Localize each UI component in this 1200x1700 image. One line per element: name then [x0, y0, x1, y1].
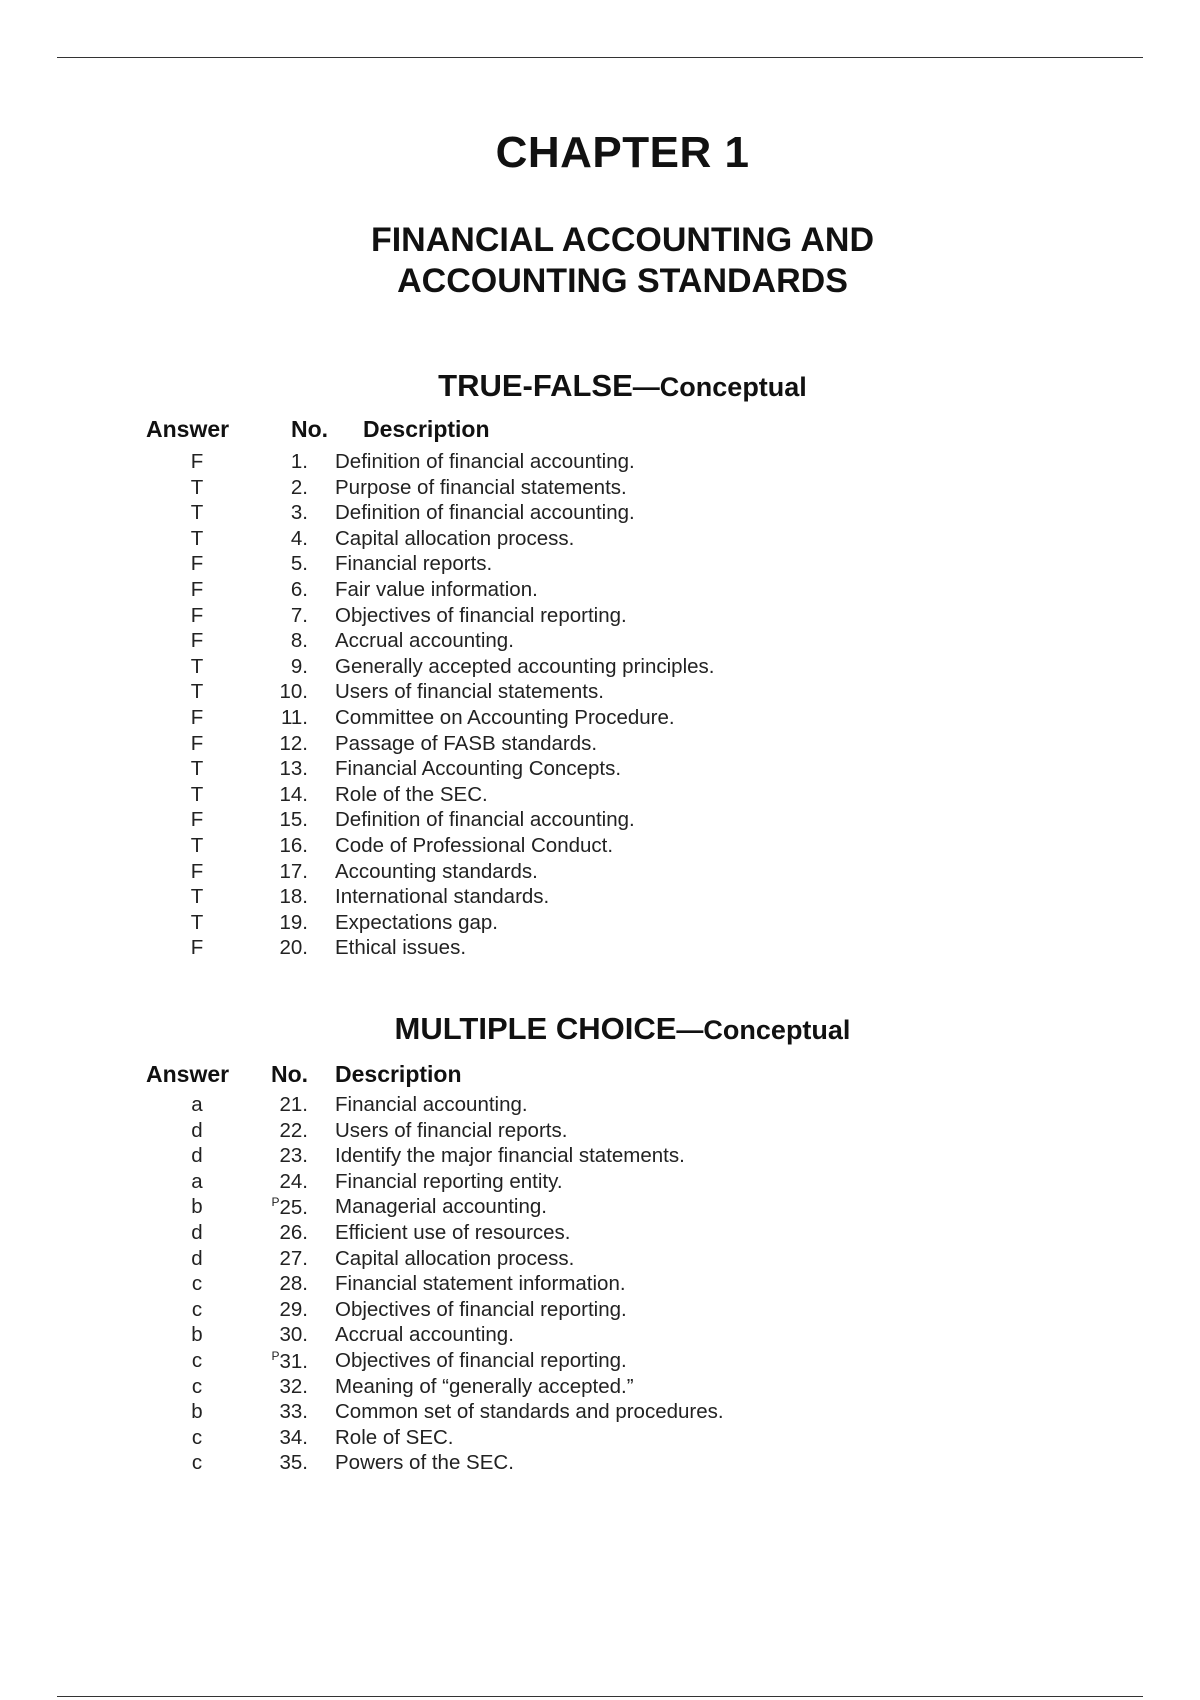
number-text: 20.	[279, 936, 308, 960]
number-cell	[280, 732, 309, 756]
number-text: 27.	[279, 1246, 308, 1270]
number-text: 14.	[279, 782, 308, 806]
number-cell	[280, 1426, 309, 1450]
table-row	[0, 1119, 1200, 1145]
answer-cell: F	[190, 859, 204, 883]
number-cell	[271, 1349, 308, 1374]
description-cell: Purpose of financial statements.	[335, 475, 627, 499]
answer-cell: c	[191, 1348, 203, 1372]
subtitle-line-2: ACCOUNTING STANDARDS	[397, 262, 848, 300]
table-row	[0, 911, 1200, 937]
number-text: 28.	[279, 1272, 308, 1296]
table-row	[0, 578, 1200, 604]
table-row	[0, 834, 1200, 860]
answer-cell: b	[191, 1400, 203, 1424]
number-cell	[280, 1144, 309, 1168]
description-cell: Financial reporting entity.	[335, 1169, 563, 1193]
number-cell	[291, 501, 308, 525]
number-cell	[280, 1451, 309, 1475]
table-row	[0, 1247, 1200, 1273]
number-cell	[280, 860, 309, 884]
number-cell	[291, 578, 308, 602]
description-cell: Users of financial statements.	[335, 680, 604, 704]
number-cell	[280, 1221, 309, 1245]
number-text: 25.	[279, 1196, 308, 1220]
description-cell: Fair value information.	[335, 577, 538, 601]
number-cell	[280, 911, 309, 935]
number-text: 4.	[290, 526, 308, 550]
table-row	[0, 476, 1200, 502]
mc-header-answer: Answer	[146, 1061, 230, 1087]
table-row	[0, 1298, 1200, 1324]
description-cell: Definition of financial accounting.	[335, 501, 635, 525]
description-cell: Ethical issues.	[335, 936, 467, 960]
answer-cell: F	[190, 705, 204, 729]
number-text: 5.	[290, 552, 308, 576]
problem-marker: P	[271, 1348, 280, 1363]
answer-cell: F	[190, 808, 204, 832]
description-cell: Expectations gap.	[335, 910, 498, 934]
number-text: 19.	[279, 910, 308, 934]
number-cell	[280, 1093, 309, 1117]
description-cell: Role of SEC.	[335, 1425, 454, 1449]
table-row	[0, 706, 1200, 732]
bottom-rule	[57, 1696, 1143, 1697]
table-row	[0, 885, 1200, 911]
number-cell	[271, 1195, 308, 1220]
number-cell	[291, 552, 308, 576]
true-false-title-main: TRUE-FALSE	[438, 368, 633, 403]
table-row	[0, 1349, 1200, 1375]
chapter-subtitle	[0, 220, 1200, 302]
multiple-choice-title-main: MULTIPLE CHOICE	[394, 1011, 677, 1046]
description-cell: Definition of financial accounting.	[335, 808, 635, 832]
answer-cell: F	[190, 603, 204, 627]
answer-cell: F	[190, 629, 204, 653]
number-cell	[291, 527, 308, 551]
table-row	[0, 783, 1200, 809]
answer-cell: T	[190, 654, 204, 678]
description-cell: Accrual accounting.	[335, 629, 514, 653]
table-row	[0, 552, 1200, 578]
number-text: 15.	[279, 808, 308, 832]
table-row	[0, 1170, 1200, 1196]
answer-cell: F	[190, 450, 204, 473]
number-text: 33.	[279, 1400, 308, 1424]
number-text: 6.	[290, 577, 308, 601]
problem-marker: P	[271, 1195, 280, 1210]
number-cell	[280, 885, 309, 909]
answer-cell: T	[190, 526, 204, 550]
number-cell	[280, 757, 309, 781]
number-text: 22.	[279, 1118, 308, 1142]
answer-cell: d	[191, 1144, 203, 1168]
answer-cell: T	[190, 782, 204, 806]
description-cell: Common set of standards and procedures.	[335, 1400, 724, 1424]
number-text: 23.	[279, 1144, 308, 1168]
true-false-section-title	[0, 368, 1200, 404]
table-row	[0, 1272, 1200, 1298]
description-cell: Managerial accounting.	[335, 1195, 547, 1219]
description-cell: Capital allocation process.	[335, 1246, 575, 1270]
description-cell: Objectives of financial reporting.	[335, 1297, 627, 1321]
answer-cell: T	[190, 833, 204, 857]
number-text: 11.	[281, 705, 308, 729]
number-text: 16.	[279, 833, 308, 857]
table-row	[0, 936, 1200, 962]
number-text: 34.	[279, 1425, 308, 1449]
number-cell	[280, 1323, 309, 1347]
number-text: 31.	[279, 1349, 308, 1373]
answer-cell: b	[191, 1195, 203, 1219]
table-row	[0, 1195, 1200, 1221]
number-cell	[291, 604, 308, 628]
answer-cell: T	[190, 885, 204, 909]
answer-cell: a	[191, 1169, 203, 1193]
description-cell: Meaning of “generally accepted.”	[335, 1374, 634, 1398]
description-cell: Capital allocation process.	[335, 526, 575, 550]
number-text: 26.	[279, 1220, 308, 1244]
answer-cell: d	[191, 1220, 203, 1244]
number-cell	[280, 1298, 309, 1322]
answer-cell: F	[190, 577, 204, 601]
number-cell	[281, 706, 308, 730]
table-row	[0, 450, 1200, 476]
table-row	[0, 527, 1200, 553]
description-cell: Financial reports.	[335, 552, 493, 576]
description-cell: Financial Accounting Concepts.	[335, 757, 622, 781]
number-cell	[291, 476, 308, 500]
answer-cell: T	[190, 475, 204, 499]
number-cell	[280, 936, 309, 960]
description-cell: Users of financial reports.	[335, 1118, 568, 1142]
description-cell: Objectives of financial reporting.	[335, 1348, 627, 1372]
description-cell: Efficient use of resources.	[335, 1220, 571, 1244]
number-cell	[291, 450, 308, 474]
answer-cell: T	[190, 910, 204, 934]
table-row	[0, 1144, 1200, 1170]
mc-header-no: No.	[271, 1061, 309, 1087]
description-cell: Financial statement information.	[335, 1272, 626, 1296]
answer-cell: T	[190, 757, 204, 781]
number-cell	[280, 1375, 309, 1399]
number-cell	[280, 834, 309, 858]
description-cell: Financial accounting.	[335, 1093, 528, 1116]
number-cell	[280, 1400, 309, 1424]
true-false-title-suffix: —Conceptual	[632, 372, 807, 402]
answer-cell: c	[191, 1374, 203, 1398]
number-text: 3.	[290, 501, 308, 525]
table-row	[0, 1221, 1200, 1247]
description-cell: Powers of the SEC.	[335, 1451, 514, 1475]
table-row	[0, 1375, 1200, 1401]
mc-header-description: Description	[335, 1061, 462, 1087]
number-cell	[280, 808, 309, 832]
description-cell: Code of Professional Conduct.	[335, 833, 614, 857]
number-text: 17.	[279, 859, 308, 883]
number-text: 29.	[279, 1297, 308, 1321]
table-row	[0, 732, 1200, 758]
number-text: 8.	[290, 629, 308, 653]
description-cell: Accrual accounting.	[335, 1323, 514, 1347]
number-cell	[280, 680, 309, 704]
number-cell	[280, 783, 309, 807]
number-text: 32.	[279, 1374, 308, 1398]
table-row	[0, 1400, 1200, 1426]
description-cell: Passage of FASB standards.	[335, 731, 598, 755]
multiple-choice-section-title	[0, 1011, 1200, 1047]
number-text: 21.	[279, 1093, 308, 1116]
number-text: 24.	[279, 1169, 308, 1193]
answer-cell: F	[190, 936, 204, 960]
multiple-choice-table	[0, 1093, 1200, 1477]
answer-cell: c	[191, 1272, 203, 1296]
table-row	[0, 604, 1200, 630]
number-text: 13.	[279, 757, 308, 781]
description-cell: Committee on Accounting Procedure.	[335, 705, 675, 729]
chapter-title: CHAPTER 1	[495, 128, 750, 177]
description-cell: International standards.	[335, 885, 550, 909]
answer-cell: T	[190, 680, 204, 704]
number-cell	[280, 1119, 309, 1143]
tf-header-description: Description	[363, 416, 490, 442]
description-cell: Definition of financial accounting.	[335, 450, 635, 473]
number-text: 9.	[290, 654, 308, 678]
table-row	[0, 860, 1200, 886]
subtitle-line-1: FINANCIAL ACCOUNTING AND	[370, 221, 875, 259]
answer-cell: c	[191, 1451, 203, 1475]
answer-cell: c	[191, 1425, 203, 1449]
number-text: 18.	[279, 885, 308, 909]
tf-header-answer: Answer	[146, 416, 230, 442]
answer-cell: T	[190, 501, 204, 525]
number-cell	[280, 1247, 309, 1271]
answer-cell: b	[191, 1323, 203, 1347]
table-row	[0, 655, 1200, 681]
table-row	[0, 757, 1200, 783]
table-row	[0, 629, 1200, 655]
table-row	[0, 1093, 1200, 1119]
table-row	[0, 1426, 1200, 1452]
number-cell	[291, 655, 308, 679]
tf-header-no: No.	[291, 416, 329, 442]
multiple-choice-title-suffix: —Conceptual	[676, 1015, 851, 1045]
number-cell	[291, 629, 308, 653]
true-false-table	[0, 450, 1200, 962]
table-row	[0, 680, 1200, 706]
table-row	[0, 1323, 1200, 1349]
number-cell	[280, 1272, 309, 1296]
number-text: 12.	[279, 731, 308, 755]
answer-cell: F	[190, 552, 204, 576]
description-cell: Identify the major financial statements.	[335, 1144, 685, 1168]
number-text: 35.	[279, 1451, 308, 1475]
answer-cell: a	[191, 1093, 203, 1116]
number-text: 2.	[290, 475, 308, 499]
table-row	[0, 808, 1200, 834]
description-cell: Generally accepted accounting principles.	[335, 654, 715, 678]
number-text: 1.	[290, 450, 308, 473]
answer-cell: d	[191, 1246, 203, 1270]
number-text: 7.	[290, 603, 308, 627]
number-text: 30.	[279, 1323, 308, 1347]
number-text: 10.	[279, 680, 308, 704]
top-rule	[57, 57, 1143, 58]
table-row	[0, 1451, 1200, 1477]
answer-cell: F	[190, 731, 204, 755]
table-row	[0, 501, 1200, 527]
answer-cell: c	[191, 1297, 203, 1321]
description-cell: Accounting standards.	[335, 859, 538, 883]
number-cell	[280, 1170, 309, 1194]
description-cell: Objectives of financial reporting.	[335, 603, 627, 627]
answer-cell: d	[191, 1118, 203, 1142]
description-cell: Role of the SEC.	[335, 782, 488, 806]
